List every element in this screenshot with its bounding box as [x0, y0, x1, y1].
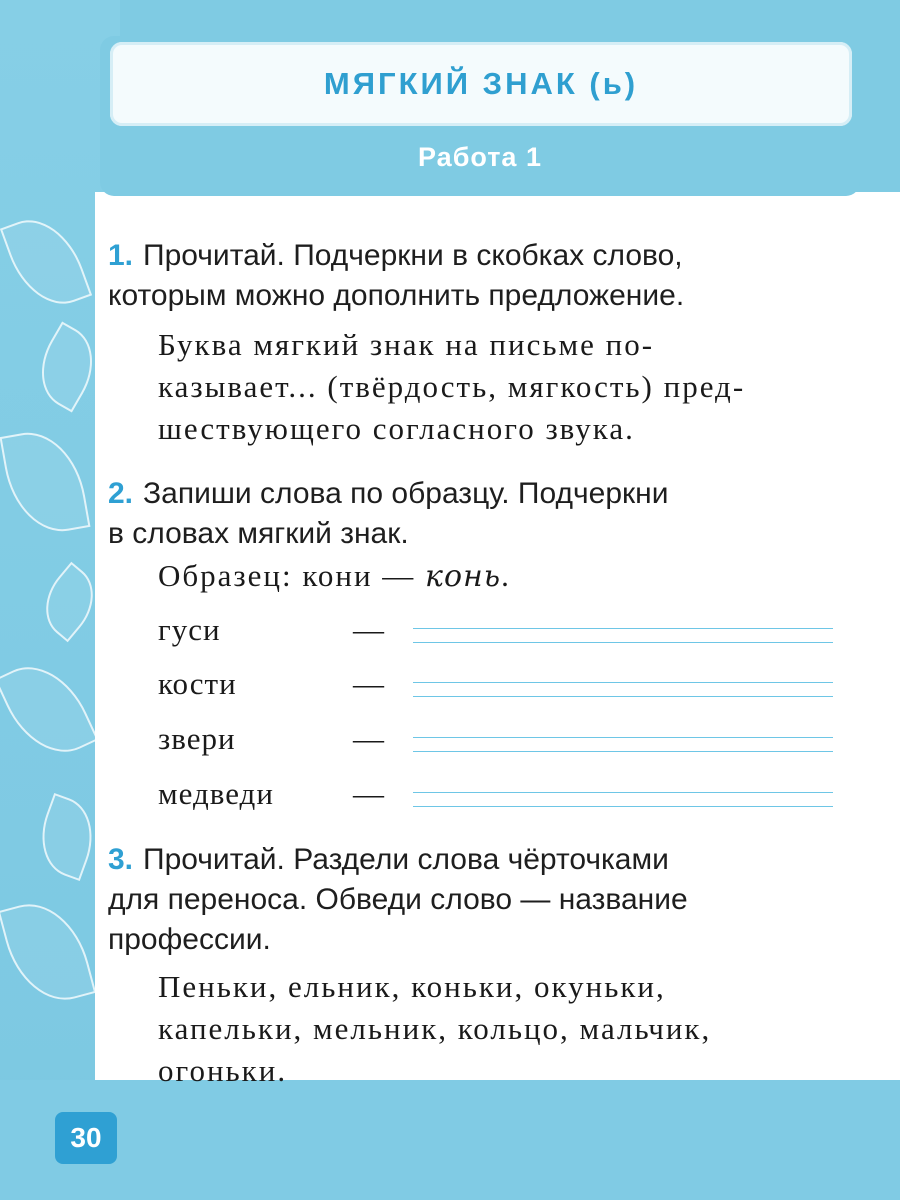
answer-row: [158, 776, 838, 816]
task-1-sentence-line-2: казывает... (твёрдость, мягкость) пред-: [158, 369, 746, 404]
leaf-decoration: [0, 207, 92, 317]
page-title: МЯГКИЙ ЗНАК (ь): [323, 66, 639, 101]
word-kosti: кости: [158, 666, 237, 701]
leaf-decoration: [0, 424, 90, 539]
word-medvedi: медведи: [158, 776, 274, 811]
task-1-line-2: которым можно дополнить предложение.: [108, 279, 685, 312]
task-3-line-3: профессии.: [108, 923, 271, 956]
task-3-text: Прочитай. Раздели слова чёрточками: [143, 843, 669, 876]
task-3-words: [158, 966, 858, 1092]
task-3-number: 3.: [108, 843, 134, 876]
answer-row: [158, 721, 838, 761]
sample-period: .: [501, 558, 511, 593]
answer-row: [158, 666, 838, 706]
task-2-instruction: [108, 474, 858, 554]
answer-row: [158, 612, 838, 652]
task-2-sample: [158, 555, 758, 598]
word-zveri: звери: [158, 721, 236, 756]
dash: —: [353, 612, 385, 647]
writing-line[interactable]: [413, 806, 833, 807]
task-2-line-1: [108, 474, 858, 514]
word-gusi: гуси: [158, 612, 221, 647]
task-2-number: 2.: [108, 477, 134, 510]
task-1-sentence-line-3: шествующего согласного звука.: [158, 411, 635, 446]
task-3-instruction: [108, 840, 858, 960]
task-2-line-2: в словах мягкий знак.: [108, 517, 409, 550]
task-1-number: 1.: [108, 239, 134, 272]
writing-line[interactable]: [413, 642, 833, 643]
task-1-sentence: [158, 324, 858, 450]
bottom-strip: [0, 1080, 900, 1200]
dash: —: [353, 721, 385, 756]
sample-prefix: Образец: кони —: [158, 558, 416, 593]
task-3-line-2: для переноса. Обведи слово — название: [108, 883, 688, 916]
leaf-decoration: [29, 793, 105, 881]
leaf-decoration: [0, 650, 99, 769]
dash: —: [353, 776, 385, 811]
task-1-line-1: [108, 236, 858, 276]
task-3-words-line-1: Пеньки, ельник, коньки, окуньки,: [158, 969, 666, 1004]
writing-line[interactable]: [413, 682, 833, 683]
task-1-text: Прочитай. Подчеркни в скобках слово,: [143, 239, 683, 272]
task-1-sentence-line-1: Буква мягкий знак на письме по-: [158, 327, 655, 362]
task-3-words-line-2: капельки, мельник, кольцо, мальчик,: [158, 1011, 712, 1046]
leaf-decoration: [0, 892, 96, 1012]
task-3-line-1: [108, 840, 858, 880]
dash: —: [353, 666, 385, 701]
title-bar: [110, 42, 852, 126]
work-subtitle: Работа 1: [418, 141, 542, 172]
writing-line[interactable]: [413, 696, 833, 697]
writing-line[interactable]: [413, 751, 833, 752]
writing-line[interactable]: [413, 737, 833, 738]
page-number: 30: [55, 1112, 117, 1164]
sample-handwritten-word: конь: [425, 559, 502, 594]
writing-line[interactable]: [413, 792, 833, 793]
task-1-instruction: [108, 236, 858, 316]
writing-line[interactable]: [413, 628, 833, 629]
task-3-words-line-3: огоньки.: [158, 1053, 288, 1088]
task-2-text: Запиши слова по образцу. Подчеркни: [143, 477, 669, 510]
